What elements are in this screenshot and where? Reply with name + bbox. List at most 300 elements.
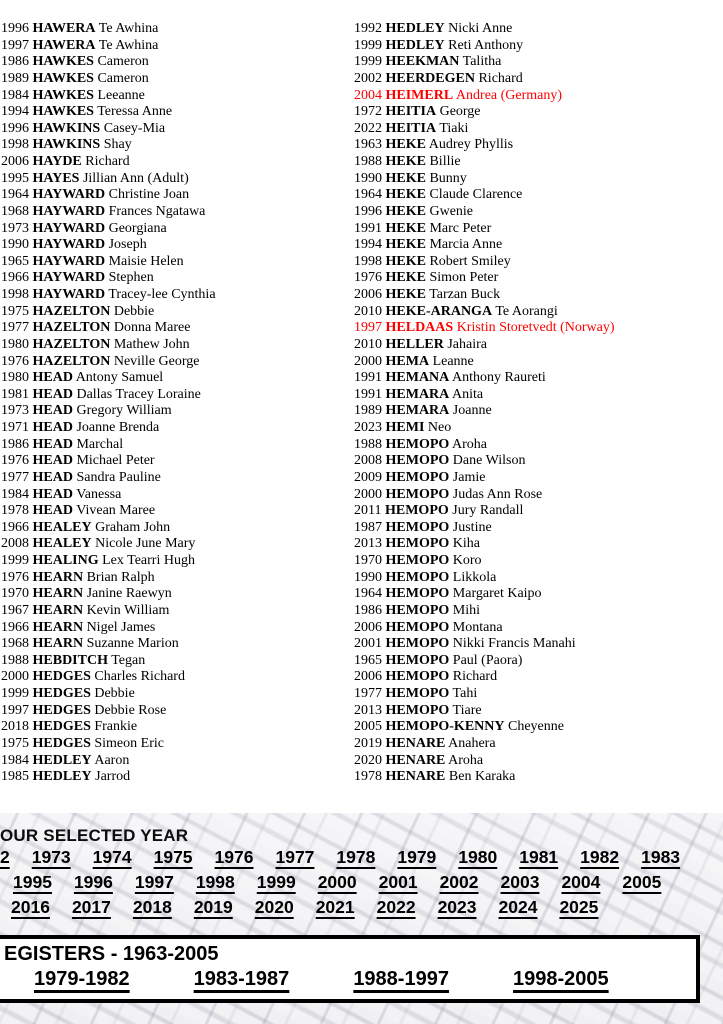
entry-year: 2008: [354, 453, 382, 469]
entry-year: 1991: [354, 220, 382, 236]
year-link-2[interactable]: 2: [0, 847, 10, 867]
register-entry: [354, 636, 723, 653]
register-entry: [1, 636, 351, 653]
entry-surname: HEITIA: [385, 120, 437, 136]
entry-surname: HEKE: [385, 137, 426, 153]
entry-given-names: Janine Raewyn: [86, 586, 172, 602]
entry-year: 1966: [1, 519, 29, 535]
entry-year: 1988: [354, 436, 382, 452]
register-column-left: [1, 21, 351, 786]
entry-surname: HAWKINS: [32, 137, 101, 153]
register-entry: [1, 71, 351, 88]
register-entry: [1, 736, 351, 753]
year-link-1996[interactable]: 1996: [73, 872, 113, 892]
entry-year: 2000: [354, 353, 382, 369]
entry-year: 1987: [354, 519, 382, 535]
entry-surname: HEEKMAN: [385, 54, 460, 70]
year-link-1997[interactable]: 1997: [134, 872, 174, 892]
register-entry: [354, 304, 723, 321]
register-entry: [1, 387, 351, 404]
entry-given-names: Marchal: [76, 436, 124, 452]
year-link-1975[interactable]: 1975: [153, 847, 193, 867]
register-entry: [1, 171, 351, 188]
entry-year: 1999: [1, 553, 29, 568]
entry-given-names: Tiare: [452, 702, 482, 718]
entry-surname: HEMARA: [385, 386, 450, 402]
entry-surname: HEMOPO: [385, 486, 450, 502]
register-entry: [1, 254, 351, 271]
entry-year: 2023: [354, 420, 382, 435]
register-entry: [1, 54, 351, 71]
year-link-1977[interactable]: 1977: [275, 847, 315, 867]
entry-given-names: Gwenie: [429, 203, 474, 219]
register-entry: [1, 769, 351, 786]
entry-surname: HEDGES: [32, 735, 91, 751]
entry-year: 2004: [354, 87, 382, 103]
entry-given-names: Simeon Eric: [94, 735, 164, 751]
entry-surname: HEKE: [385, 237, 426, 253]
entry-surname: HEMOPO: [385, 669, 450, 685]
entry-surname: HEIMERL: [385, 87, 454, 103]
entry-given-names: Claude Clarence: [429, 187, 523, 203]
entry-surname: HEBDITCH: [32, 652, 108, 668]
entry-surname: HEDGES: [32, 702, 91, 718]
register-entry: [1, 719, 351, 736]
register-entry: [354, 620, 723, 637]
entry-year: 1977: [1, 469, 29, 485]
register-entry: [354, 54, 723, 71]
entry-year: 1980: [1, 336, 29, 352]
entry-year: 2013: [354, 536, 382, 552]
entry-year: 1989: [354, 403, 382, 419]
entry-surname: HEMOPO: [385, 469, 450, 485]
register-entry: [1, 603, 351, 620]
entry-surname: HAYDE: [32, 154, 82, 169]
register-entry: [354, 320, 723, 337]
register-entry: [354, 586, 723, 603]
entry-year: 1976: [1, 453, 29, 469]
entry-year: 1978: [1, 503, 29, 519]
year-link-1980[interactable]: 1980: [458, 847, 498, 867]
entry-year: 2006: [354, 287, 382, 302]
year-link-2005[interactable]: 2005: [622, 872, 662, 892]
entry-given-names: Frances Ngatawa: [108, 203, 206, 219]
entry-year: 1964: [1, 187, 29, 203]
entry-year: 1997: [1, 702, 29, 718]
entry-given-names: Debbie Rose: [94, 702, 167, 718]
entry-given-names: Mihi: [452, 602, 481, 618]
entry-surname: HEDGES: [32, 686, 91, 701]
entry-year: 1975: [1, 735, 29, 751]
register-entry: [1, 437, 351, 454]
register-range-link-1979-1982[interactable]: 1979-1982: [34, 968, 130, 990]
year-links-row-2: [13, 872, 661, 893]
entry-surname: HAZELTON: [32, 320, 111, 336]
entry-given-names: Suzanne Marion: [86, 636, 179, 652]
register-entry: [354, 254, 723, 271]
register-entry: [354, 753, 723, 770]
entry-surname: HEMA: [385, 353, 430, 369]
entry-given-names: Vivean Maree: [76, 503, 156, 519]
entry-surname: HEMOPO: [385, 536, 450, 552]
entry-year: 1989: [1, 70, 29, 86]
entry-year: 1964: [354, 586, 382, 602]
entry-surname: HEDLEY: [32, 769, 92, 785]
entry-surname: HAYWARD: [32, 270, 106, 286]
entry-year: 1976: [1, 353, 29, 369]
entry-given-names: Robert Smiley: [429, 253, 511, 269]
entry-surname: HENARE: [385, 735, 446, 751]
entry-year: 1999: [354, 54, 382, 70]
register-entry: [1, 337, 351, 354]
entry-year: 1964: [354, 187, 382, 203]
entry-surname: HEMOPO: [385, 652, 450, 668]
register-entry: [354, 536, 723, 553]
entry-year: 1980: [1, 370, 29, 386]
entry-year: 1977: [354, 686, 382, 701]
register-entry: [1, 703, 351, 720]
entry-year: 1996: [1, 21, 29, 36]
register-entry: [1, 470, 351, 487]
register-entry: [354, 387, 723, 404]
entry-surname: HELDAAS: [385, 320, 454, 336]
entry-given-names: Te Awhina: [98, 37, 159, 53]
register-entry: [1, 753, 351, 770]
entry-surname: HAYES: [32, 170, 80, 186]
entry-year: 1996: [354, 203, 382, 219]
entry-surname: HENARE: [385, 752, 446, 768]
entry-year: 1966: [1, 619, 29, 635]
entry-given-names: Dane Wilson: [452, 453, 526, 469]
entry-year: 1976: [1, 569, 29, 585]
entry-given-names: Neo: [427, 420, 452, 435]
entry-surname: HEKE: [385, 154, 426, 169]
entry-year: 1999: [1, 686, 29, 701]
register-entry: [354, 453, 723, 470]
entry-given-names: Antony Samuel: [75, 370, 164, 386]
entry-given-names: Joanne: [452, 403, 492, 419]
entry-given-names: Nikki Francis Manahi: [452, 636, 576, 652]
entry-given-names: Jury Randall: [452, 503, 524, 519]
register-entry: [1, 553, 351, 570]
entry-surname: HEMOPO: [384, 503, 449, 519]
entry-surname: HEMOPO: [385, 702, 450, 718]
entry-year: 2020: [354, 752, 382, 768]
entry-given-names: Teressa Anne: [97, 104, 173, 120]
year-link-1974[interactable]: 1974: [92, 847, 132, 867]
year-links-row-3: [11, 897, 598, 918]
entry-given-names: Cameron: [97, 70, 149, 86]
entry-given-names: Likkola: [452, 569, 497, 585]
register-entry: [1, 520, 351, 537]
entry-given-names: Tegan: [111, 652, 146, 668]
entry-given-names: Stephen: [108, 270, 154, 286]
entry-year: 1965: [1, 253, 29, 269]
year-link-2017[interactable]: 2017: [71, 897, 111, 917]
register-entry: [1, 320, 351, 337]
entry-given-names: Te Awhina: [98, 21, 159, 36]
entry-surname: HAWERA: [32, 37, 96, 53]
entry-given-names: Bunny: [429, 170, 467, 186]
entry-surname: HEKE-ARANGA: [385, 303, 493, 319]
entry-surname: HEMOPO: [385, 586, 450, 602]
entry-surname: HEKE: [385, 170, 426, 186]
register-entry: [354, 686, 723, 703]
entry-given-names: Anthony Raureti: [452, 370, 546, 386]
register-entry: [1, 403, 351, 420]
entry-surname: HEARN: [32, 569, 84, 585]
entry-given-names: Audrey Phyllis: [428, 137, 514, 153]
entry-given-names: Simon Peter: [429, 270, 499, 286]
entry-surname: HEAD: [32, 486, 73, 502]
entry-year: 1998: [1, 137, 29, 153]
register-column-right: [354, 21, 723, 786]
register-entry: [354, 171, 723, 188]
entry-year: 2013: [354, 702, 382, 718]
entry-surname: HEDLEY: [385, 37, 445, 53]
register-entry: [354, 420, 723, 437]
register-entry: [354, 221, 723, 238]
entry-given-names: Mathew John: [113, 336, 190, 352]
entry-surname: HEMANA: [385, 370, 450, 386]
entry-surname: HAWERA: [32, 21, 96, 36]
entry-given-names: Georgiana: [108, 220, 167, 236]
year-link-2023[interactable]: 2023: [437, 897, 477, 917]
entry-given-names: Jillian Ann (Adult): [82, 170, 189, 186]
entry-year: 2008: [1, 536, 29, 552]
entry-surname: HAWKINS: [32, 120, 101, 136]
year-link-2025[interactable]: 2025: [559, 897, 599, 917]
year-link-1998[interactable]: 1998: [195, 872, 235, 892]
year-link-1999[interactable]: 1999: [256, 872, 296, 892]
register-entry: [354, 470, 723, 487]
register-entry: [354, 769, 723, 786]
entry-surname: HEMOPO: [385, 553, 450, 568]
register-entry: [354, 237, 723, 254]
register-entry: [354, 603, 723, 620]
register-entry: [1, 304, 351, 321]
register-entry: [354, 71, 723, 88]
register-range-link-1988-1997[interactable]: 1988-1997: [353, 968, 449, 990]
register-entry: [354, 503, 723, 520]
register-entry: [354, 487, 723, 504]
entry-year: 1994: [354, 237, 382, 253]
entry-surname: HEDGES: [32, 719, 91, 735]
year-link-1981[interactable]: 1981: [519, 847, 559, 867]
entry-year: 1999: [354, 37, 382, 53]
entry-given-names: Vanessa: [76, 486, 122, 502]
register-entry: [1, 487, 351, 504]
entry-surname: HEARN: [32, 602, 84, 618]
register-entry: [354, 669, 723, 686]
entry-year: 1986: [354, 602, 382, 618]
entry-year: 1995: [1, 170, 29, 186]
year-link-2022[interactable]: 2022: [376, 897, 416, 917]
entry-given-names: Aaron: [94, 752, 130, 768]
register-entry: [354, 370, 723, 387]
entry-year: 1967: [1, 602, 29, 618]
entry-given-names: Dallas Tracey Loraine: [76, 386, 201, 402]
year-link-1976[interactable]: 1976: [214, 847, 254, 867]
year-link-2000[interactable]: 2000: [317, 872, 357, 892]
register-entry: [1, 620, 351, 637]
year-link-1995[interactable]: 1995: [13, 872, 52, 892]
year-link-1982[interactable]: 1982: [580, 847, 620, 867]
entry-given-names: Anahera: [448, 735, 496, 751]
entry-given-names: Judas Ann Rose: [452, 486, 543, 502]
entry-year: 1986: [1, 54, 29, 70]
entry-given-names: Leeanne: [97, 87, 145, 103]
entry-year: 2018: [1, 719, 29, 735]
register-entry: [354, 187, 723, 204]
entry-year: 1992: [354, 21, 382, 36]
entry-surname: HEMOPO: [385, 436, 450, 452]
entry-year: 1997: [354, 320, 382, 336]
entry-surname: HEMOPO: [385, 636, 450, 652]
entry-given-names: Maisie Helen: [108, 253, 184, 269]
entry-given-names: Cameron: [97, 54, 149, 70]
entry-given-names: Leanne: [432, 353, 474, 369]
register-entry: [354, 553, 723, 570]
entry-year: 1991: [354, 370, 382, 386]
entry-year: 2009: [354, 469, 382, 485]
register-entry: [1, 420, 351, 437]
year-link-2020[interactable]: 2020: [254, 897, 294, 917]
entry-surname: HEARN: [32, 636, 84, 652]
register-range-link-1998-2005[interactable]: 1998-2005: [512, 968, 609, 990]
register-entry: [354, 354, 723, 371]
entry-given-names: Jahaira: [447, 336, 488, 352]
entry-surname: HEMOPO-KENNY: [385, 719, 505, 735]
entry-year: 1985: [1, 769, 29, 785]
entry-surname: HAYWARD: [32, 237, 106, 253]
entry-surname: HEARN: [32, 619, 84, 635]
entry-surname: HEALEY: [32, 536, 92, 552]
entry-year: 1988: [1, 652, 29, 668]
entry-year: 1986: [1, 436, 29, 452]
register-entry: [1, 221, 351, 238]
entry-surname: HEDGES: [32, 669, 91, 685]
entry-given-names: Montana: [452, 619, 503, 635]
entry-given-names: Neville George: [113, 353, 200, 369]
entry-year: 2019: [354, 735, 382, 751]
entry-surname: HAWKES: [32, 54, 94, 70]
register-name-list: [0, 21, 723, 791]
entry-given-names: Anita: [452, 386, 484, 402]
register-entry: [1, 370, 351, 387]
entry-year: 2011: [354, 503, 382, 519]
year-link-2003[interactable]: 2003: [500, 872, 540, 892]
entry-given-names: Nicole June Mary: [95, 536, 196, 552]
entry-year: 1988: [354, 154, 382, 169]
entry-year: 1973: [1, 220, 29, 236]
entry-year: 1976: [354, 270, 382, 286]
year-link-2019[interactable]: 2019: [193, 897, 233, 917]
register-entry: [354, 204, 723, 221]
year-link-2002[interactable]: 2002: [439, 872, 479, 892]
year-link-1978[interactable]: 1978: [336, 847, 376, 867]
entry-surname: HEAD: [32, 370, 73, 386]
entry-given-names: Shay: [103, 137, 132, 153]
entry-given-names: Nicki Anne: [448, 21, 513, 36]
entry-year: 1981: [1, 386, 29, 402]
entry-surname: HEERDEGEN: [385, 70, 475, 86]
year-navigation-band: [0, 813, 723, 1024]
register-entry: [1, 503, 351, 520]
entry-year: 2006: [354, 669, 382, 685]
entry-given-names: Aroha: [452, 436, 488, 452]
entry-surname: HEAD: [32, 420, 73, 435]
year-link-2016[interactable]: 2016: [11, 897, 50, 917]
entry-surname: HEMI: [385, 420, 425, 435]
entry-surname: HEAD: [32, 503, 73, 519]
year-link-2001[interactable]: 2001: [378, 872, 418, 892]
entry-year: 2000: [1, 669, 29, 685]
year-link-1983[interactable]: 1983: [641, 847, 681, 867]
year-links-row-1: [0, 847, 680, 868]
entry-given-names: Cheyenne: [508, 719, 564, 735]
register-entry: [354, 137, 723, 154]
entry-surname: HENARE: [385, 769, 446, 785]
entry-given-names: Justine: [452, 519, 492, 535]
entry-given-names: Tracey-lee Cynthia: [108, 287, 216, 302]
year-link-2021[interactable]: 2021: [315, 897, 355, 917]
entry-surname: HEKE: [385, 187, 426, 203]
entry-year: 1972: [354, 104, 382, 120]
entry-given-names: Jarrod: [95, 769, 131, 785]
entry-given-names: Talitha: [462, 54, 502, 70]
entry-surname: HEAD: [32, 469, 73, 485]
entry-surname: HEKE: [385, 270, 426, 286]
register-entry: [354, 104, 723, 121]
entry-surname: HEITIA: [385, 104, 437, 120]
entry-given-names: Michael Peter: [76, 453, 155, 469]
register-entry: [1, 536, 351, 553]
year-link-1979[interactable]: 1979: [397, 847, 437, 867]
entry-given-names: Joseph: [108, 237, 147, 253]
year-link-2024[interactable]: 2024: [498, 897, 538, 917]
entry-surname: HEMOPO: [385, 569, 450, 585]
entry-year: 1971: [1, 420, 29, 435]
entry-year: 1996: [1, 120, 29, 136]
year-link-2004[interactable]: 2004: [561, 872, 601, 892]
entry-year: 2022: [354, 120, 382, 136]
register-entry: [1, 453, 351, 470]
entry-given-names: Joanne Brenda: [76, 420, 160, 435]
register-entry: [354, 437, 723, 454]
entry-given-names: Sandra Pauline: [76, 469, 161, 485]
entry-surname: HEMOPO: [385, 686, 450, 701]
registers-title: EGISTERS - 1963-2005: [4, 943, 219, 965]
entry-surname: HEMOPO: [385, 453, 450, 469]
register-entry: [354, 736, 723, 753]
register-range-link-1983-1987[interactable]: 1983-1987: [193, 968, 290, 990]
year-link-2018[interactable]: 2018: [132, 897, 172, 917]
register-entry: [1, 354, 351, 371]
entry-given-names: Nigel James: [86, 619, 156, 635]
entry-surname: HEAD: [32, 386, 73, 402]
register-entry: [1, 204, 351, 221]
entry-given-names: Paul (Paora): [452, 652, 523, 668]
register-entry: [1, 586, 351, 603]
entry-surname: HAWKES: [32, 104, 94, 120]
registers-box: [0, 935, 700, 1003]
entry-surname: HEARN: [32, 586, 84, 602]
entry-year: 1998: [1, 287, 29, 302]
register-entry: [1, 21, 351, 38]
year-link-1973[interactable]: 1973: [31, 847, 71, 867]
entry-year: 2002: [354, 70, 382, 86]
